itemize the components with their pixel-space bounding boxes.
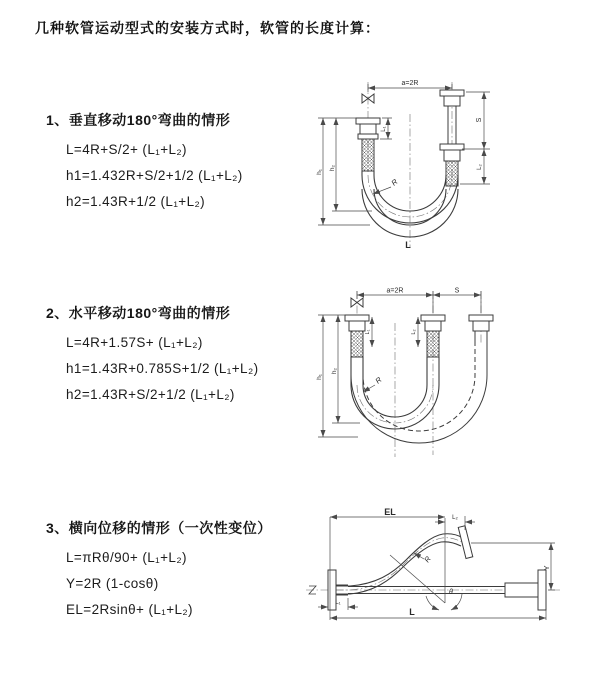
pipe-fittings — [356, 90, 464, 186]
dim-l: L — [409, 607, 415, 617]
dim-l: L — [405, 240, 411, 250]
hose-s-curve — [336, 534, 463, 594]
hose-position-2 — [351, 341, 487, 443]
dimension-lines — [318, 291, 481, 437]
formula-line: h1=1.432R+S/2+1/2 (L₁+L₂) — [66, 168, 243, 183]
dim-a2r: a=2R — [401, 80, 419, 87]
dim-s: S — [476, 117, 483, 123]
formula-line: h1=1.43R+0.785S+1/2 (L₁+L₂) — [66, 361, 259, 376]
dim-h2: h₂ — [329, 164, 336, 172]
section-3-formulas — [46, 545, 316, 623]
centerlines — [357, 291, 481, 457]
formula-line: h2=1.43R+S/2+1/2 (L₁+L₂) — [66, 387, 235, 402]
dim-r: R — [422, 554, 433, 565]
formula-line: EL=2Rsinθ+ (L₁+L₂) — [66, 602, 193, 617]
dim-r: R — [373, 375, 384, 386]
section-2 — [46, 303, 316, 408]
dim-l1: L₁ — [335, 600, 341, 606]
centerlines — [306, 538, 560, 590]
section-1-heading: 1、垂直移动180°弯曲的情形 — [46, 112, 231, 128]
formula-line: L=4R+1.57S+ (L₁+L₂) — [66, 335, 203, 350]
dim-y: Y — [542, 565, 551, 571]
formula-line: Y=2R (1-cosθ) — [66, 576, 159, 591]
section-2-heading: 2、水平移动180°弯曲的情形 — [46, 305, 231, 321]
section-1 — [46, 110, 316, 215]
page-title: 几种软管运动型式的安装方式时，软管的长度计算： — [35, 20, 380, 36]
dim-h2: h₂ — [331, 367, 338, 375]
diagram-vertical-180-bend — [312, 72, 590, 254]
dim-l2: L₂ — [477, 164, 483, 170]
diagram-horizontal-180-bend — [312, 285, 594, 460]
angle-construction — [390, 518, 462, 610]
dim-s: S — [454, 287, 460, 295]
pipe-fittings — [345, 298, 493, 357]
section-3 — [46, 518, 316, 623]
dimension-labels — [335, 507, 551, 617]
formula-line: L=πRθ/90+ (L₁+L₂) — [66, 550, 187, 565]
dim-r: R — [389, 177, 400, 188]
section-1-formulas — [46, 137, 316, 215]
dim-l1: L₁ — [365, 329, 371, 335]
dimension-lines — [318, 84, 490, 225]
dim-l2: L₂ — [411, 329, 417, 335]
dim-el: EL — [384, 507, 396, 517]
dim-h1: h₁ — [316, 374, 323, 380]
dim-a2r: a=2R — [386, 287, 404, 295]
upper-flange — [458, 526, 473, 559]
dim-theta: θ — [449, 589, 453, 596]
formula-line: L=4R+S/2+ (L₁+L₂) — [66, 142, 187, 157]
formula-line: h2=1.43R+1/2 (L₁+L₂) — [66, 194, 206, 209]
section-3-heading: 3、横向位移的情形（一次性变位） — [46, 520, 272, 536]
dimension-lines — [318, 516, 555, 620]
diagram-lateral-displacement — [302, 506, 594, 641]
dim-h1: h₁ — [316, 169, 323, 175]
section-2-formulas — [46, 330, 316, 408]
dim-l1: L₁ — [381, 126, 387, 132]
dim-l2: L₂ — [452, 515, 458, 521]
